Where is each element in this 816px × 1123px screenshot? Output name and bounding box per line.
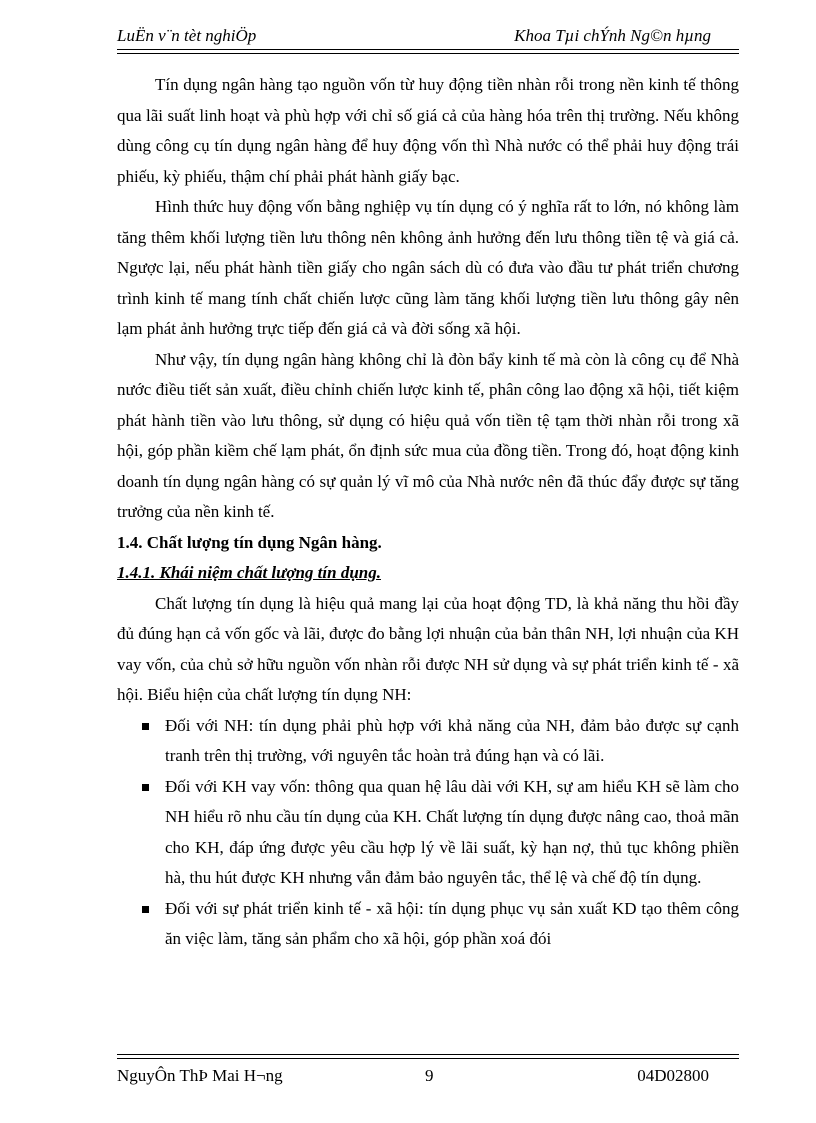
header-rule-top — [117, 49, 739, 50]
list-item-text: Đối với sự phát triển kinh tế - xã hội: tín dụng phục vụ sản xuất KD tạo thêm công ăn việc làm, tăng sản phẩm cho xã hội, góp phần xoá đói — [165, 898, 739, 948]
footer-student-code: 04D02800 — [637, 1066, 709, 1085]
list-item-text: Đối với KH vay vốn: thông qua quan hệ lâu dài với KH, sự am hiểu KH sẽ làm cho NH hiểu rõ nhu cầu tín dụng của KH. Chất lượng tín dụng được nâng cao, thoả mãn cho KH, đáp ứng được yêu cầu hợp lý về lãi suất, kỳ hạn nợ, thủ tục không phiền hà, thu hút được KH nhưng vẫn đảm bảo nguyên tắc, thể lệ và chế độ tín dụng. — [165, 776, 739, 887]
paragraph-3: Như vậy, tín dụng ngân hàng không chỉ là đòn bẩy kinh tế mà còn là công cụ để Nhà nước điều tiết sản xuất, điều chỉnh chiến lược kinh tế, phân công lao động xã hội, tiết kiệm phát hành tiền vào lưu thông, sử dụng có hiệu quả vốn tiền tệ tạm thời nhàn rỗi trong xã hội, góp phần kiềm chế lạm phát, ổn định sức mua của đồng tiền. Trong đó, hoạt động kinh doanh tín dụng ngân hàng có sự quản lý vĩ mô của Nhà nước nên đã thúc đẩy được sự tăng trưởng của nền kinh tế. — [117, 349, 739, 521]
footer-rule-bottom — [117, 1058, 739, 1059]
subsection-heading: 1.4.1. Khái niệm chất lượng tín dụng. — [117, 563, 381, 582]
header-faculty: Khoa Tµi chÝnh Ng©n hµng — [514, 26, 711, 45]
footer-rule-top — [117, 1054, 739, 1055]
bullet-list — [117, 711, 739, 955]
list-item — [117, 894, 739, 955]
list-item — [117, 711, 739, 772]
header-thesis-title: LuËn v¨n tèt nghiÖp — [117, 26, 257, 45]
page-header — [117, 24, 739, 50]
paragraph-1: Tín dụng ngân hàng tạo nguồn vốn từ huy động tiền nhàn rỗi trong nền kinh tế thông qua lãi suất linh hoạt và phù hợp với chỉ số giá cả của hàng hóa trên thị trường. Nếu không dùng công cụ tín dụng ngân hàng để huy động vốn thì Nhà nước có thể phải huy động trái phiếu, kỳ phiếu, thậm chí phải phát hành giấy bạc. — [117, 75, 739, 186]
section-heading: 1.4. Chất lượng tín dụng Ngân hàng. — [117, 532, 382, 552]
square-bullet-icon — [142, 906, 149, 913]
footer-author: NguyÔn ThÞ Mai H¬ng — [117, 1066, 283, 1085]
square-bullet-icon — [142, 723, 149, 730]
page-footer — [117, 1066, 739, 1090]
paragraph-2: Hình thức huy động vốn bằng nghiệp vụ tín dụng có ý nghĩa rất to lớn, nó không làm tăng thêm khối lượng tiền lưu thông nên không ảnh hưởng đến lưu thông tiền tệ và giá cả. Ngược lại, nếu phát hành tiền giấy cho ngân sách dù có đưa vào đầu tư phát triển chương trình kinh tế mang tính chất chiến lược cũng làm tăng khối lượng tiền lưu thông gây nên lạm phát ảnh hưởng trực tiếp đến giá cả và đời sống xã hội. — [117, 197, 739, 338]
list-item — [117, 772, 739, 894]
header-rule-bottom — [117, 53, 739, 54]
page-number: 9 — [425, 1066, 434, 1085]
document-body — [117, 70, 739, 955]
list-item-text: Đối với NH: tín dụng phải phù hợp với khả năng của NH, đảm bảo được sự cạnh tranh trên thị trường, với nguyên tắc hoàn trả đúng hạn và có lãi. — [165, 715, 739, 765]
square-bullet-icon — [142, 784, 149, 791]
definition-paragraph: Chất lượng tín dụng là hiệu quả mang lại của hoạt động TD, là khả năng thu hồi đầy đủ đúng hạn cả vốn gốc và lãi, được đo bằng lợi nhuận của bản thân NH, lợi nhuận của KH vay vốn, của chủ sở hữu nguồn vốn nhàn rỗi được NH sử dụng và sự phát triển kinh tế - xã hội. Biểu hiện của chất lượng tín dụng NH: — [117, 593, 739, 704]
